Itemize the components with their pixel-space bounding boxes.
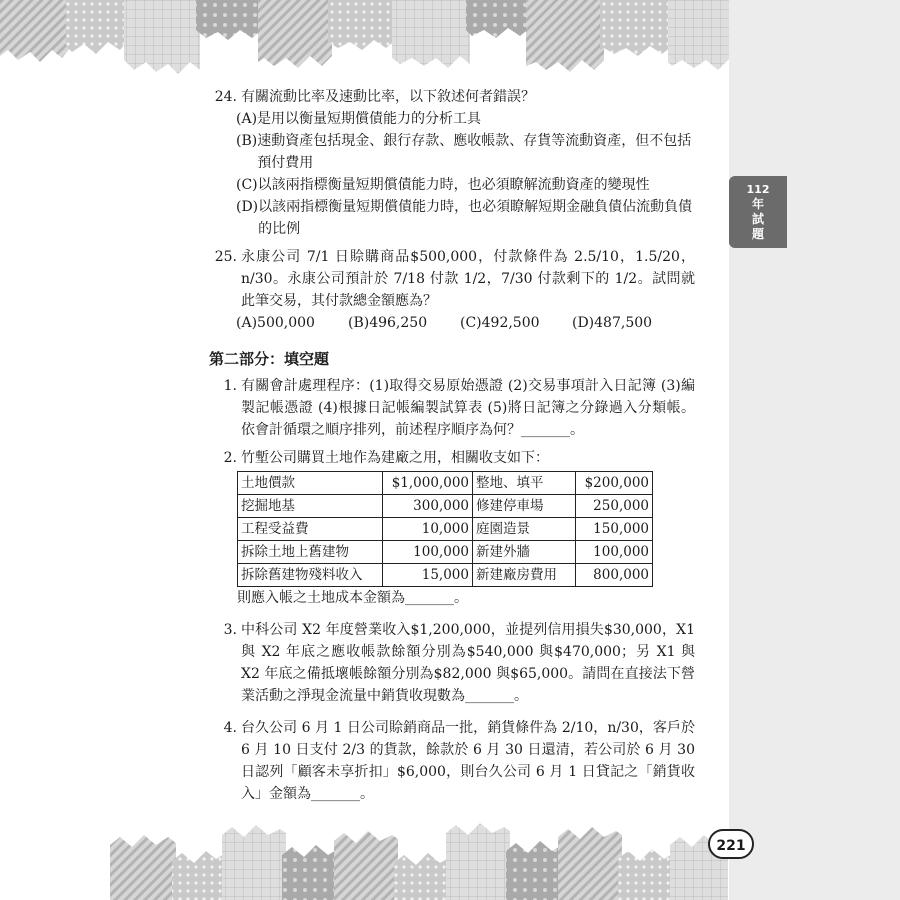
fill-question-2 xyxy=(205,447,695,609)
table-cell: 修建停車場 xyxy=(473,495,576,518)
table-cell: 拆除舊建物殘料收入 xyxy=(238,564,383,587)
table-cell: 新建廠房費用 xyxy=(473,564,576,587)
table-cell: 250,000 xyxy=(576,495,653,518)
table-cell: 800,000 xyxy=(576,564,653,587)
question-number: 3. xyxy=(223,622,237,638)
table-row xyxy=(238,564,653,587)
question-text: 永康公司 7/1 日賒購商品$500,000，付款條件為 2.5/10，1.5/20，n/30。永康公司預計於 7/18 付款 1/2，7/30 付款剩下的 1/2。試問就此筆交易，其付款總金額應為？ xyxy=(241,249,695,309)
table-cell: 拆除土地上舊建物 xyxy=(238,541,383,564)
option-a xyxy=(205,108,695,130)
fill-question-1 xyxy=(205,375,695,441)
table-cell: $200,000 xyxy=(576,472,653,495)
side-tab-char: 題 xyxy=(751,227,764,241)
side-tab-char: 試 xyxy=(751,212,764,226)
fill-question-4 xyxy=(205,717,695,805)
table-cell: 土地價款 xyxy=(238,472,383,495)
question-text: 中科公司 X2 年度營業收入$1,200,000，並提列信用損失$30,000，X1 與 X2 年底之應收帳款餘額分別為$540,000 與$470,000；另 X1 與 X2 年底之備抵壞帳餘額分別為$82,000 與$65,000。請問在直接法下營業活動之淨現金流量中銷貨收現數為_______。 xyxy=(241,622,695,704)
table-row xyxy=(238,472,653,495)
option-a: (A)500,000 xyxy=(236,315,315,331)
question-24 xyxy=(205,86,695,240)
question-number: 25. xyxy=(214,249,237,265)
question-number: 4. xyxy=(223,720,237,736)
table-cell: 整地、填平 xyxy=(473,472,576,495)
table-cell: 15,000 xyxy=(383,564,473,587)
fill-question-3 xyxy=(205,619,695,707)
cost-table xyxy=(237,471,653,587)
table-cell: $1,000,000 xyxy=(383,472,473,495)
bottom-decorative-tape-band xyxy=(0,815,900,900)
option-b: (B)496,250 xyxy=(348,315,428,331)
table-cell: 工程受益費 xyxy=(238,518,383,541)
options-row xyxy=(205,312,695,334)
table-cell: 300,000 xyxy=(383,495,473,518)
option-label: (D) xyxy=(236,199,259,215)
side-margin-strip xyxy=(729,0,900,900)
page-number-badge: 221 xyxy=(708,829,754,859)
table-row xyxy=(238,518,653,541)
table-cell: 10,000 xyxy=(383,518,473,541)
option-text: 以該兩指標衡量短期償債能力時，也必須瞭解短期金融負債佔流動負債的比例 xyxy=(258,199,693,237)
table-cell: 150,000 xyxy=(576,518,653,541)
side-tab-char: 年 xyxy=(751,197,764,211)
option-text: 以該兩指標衡量短期償債能力時，也必須瞭解流動資產的變現性 xyxy=(257,177,650,193)
table-cell: 100,000 xyxy=(383,541,473,564)
question-25 xyxy=(205,246,695,334)
option-label: (B) xyxy=(236,133,258,149)
page-content xyxy=(205,86,695,805)
side-tab-year: 112 xyxy=(746,183,770,196)
table-row xyxy=(238,541,653,564)
question-text: 有關會計處理程序：(1)取得交易原始憑證 (2)交易事項計入日記簿 (3)編製記帳憑證 (4)根據日記帳編製試算表 (5)將日記簿之分錄過入分類帳。依會計循環之順序排列，前述程序順序為何？_______。 xyxy=(241,378,695,438)
question-text: 有關流動比率及速動比率，以下敘述何者錯誤？ xyxy=(241,89,535,105)
section-title: 第二部分：填空題 xyxy=(209,350,330,368)
option-d: (D)487,500 xyxy=(572,315,653,331)
option-label: (C) xyxy=(236,177,258,193)
question-number: 1. xyxy=(223,378,237,394)
table-cell: 100,000 xyxy=(576,541,653,564)
question-text: 台久公司 6 月 1 日公司賒銷商品一批，銷貨條件為 2/10，n/30，客戶於 6 月 10 日支付 2/3 的貨款，餘款於 6 月 30 日還清，若公司於 6 月 30 日認列「顧客未享折扣」$6,000，則台久公司 6 月 1 日貸記之「銷貨收入」金額為_______。 xyxy=(241,720,695,802)
option-label: (A) xyxy=(236,111,258,127)
option-d xyxy=(205,196,695,240)
table-row xyxy=(238,495,653,518)
chapter-side-tab[interactable] xyxy=(729,176,787,248)
option-c: (C)492,500 xyxy=(460,315,540,331)
table-cell: 挖掘地基 xyxy=(238,495,383,518)
option-c xyxy=(205,174,695,196)
option-text: 是用以衡量短期償債能力的分析工具 xyxy=(257,111,482,127)
option-text: 速動資產包括現金、銀行存款、應收帳款、存貨等流動資產，但不包括預付費用 xyxy=(257,133,692,171)
question-number: 24. xyxy=(214,89,237,105)
question-followup: 則應入帳之土地成本金額為_______。 xyxy=(237,590,468,606)
table-cell: 庭園造景 xyxy=(473,518,576,541)
table-cell: 新建外牆 xyxy=(473,541,576,564)
question-text: 竹塹公司購買土地作為建廠之用，相關收支如下： xyxy=(241,450,549,466)
question-number: 2. xyxy=(223,450,237,466)
option-b xyxy=(205,130,695,174)
